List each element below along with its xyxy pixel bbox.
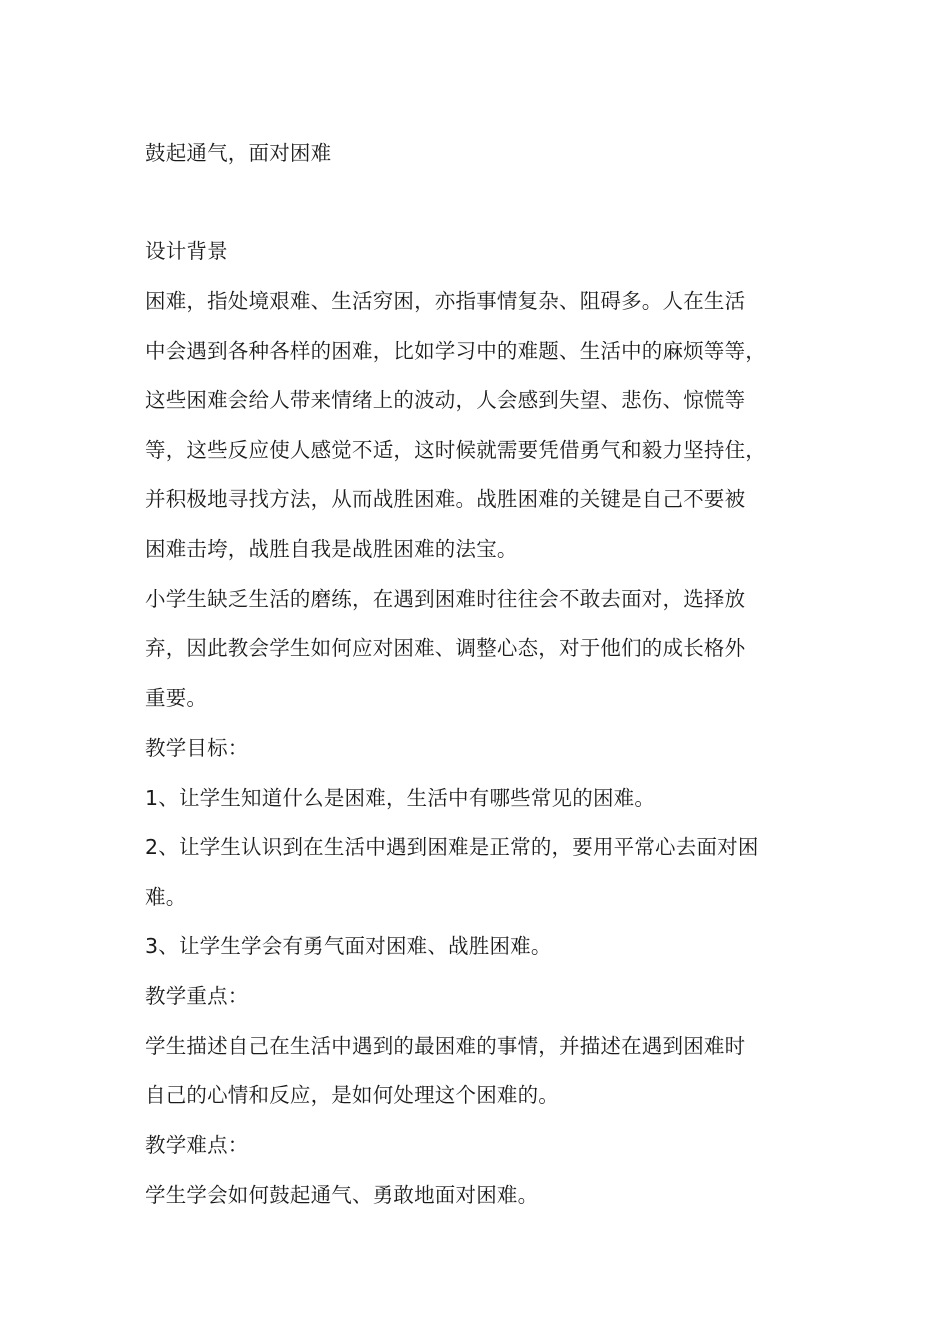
key-points-line1: 学生描述自己在生活中遇到的最困难的事情，并描述在遇到困难时 <box>145 1034 746 1058</box>
background-p1-line2: 中会遇到各种各样的困难，比如学习中的难题、生活中的麻烦等等， <box>145 339 766 363</box>
section-heading-goals: 教学目标： <box>145 736 249 760</box>
background-p1-line4: 等，这些反应使人感觉不适，这时候就需要凭借勇气和毅力坚持住， <box>145 438 766 462</box>
background-p1-line3: 这些困难会给人带来情绪上的波动，人会感到失望、悲伤、惊慌等 <box>145 388 746 412</box>
background-p1-line5: 并积极地寻找方法，从而战胜困难。战胜困难的关键是自己不要被 <box>145 487 746 511</box>
background-p2-line2: 弃，因此教会学生如何应对困难、调整心态，对于他们的成长格外 <box>145 636 746 660</box>
goal-item-2-line2: 难。 <box>145 885 187 909</box>
key-points-line2: 自己的心情和反应，是如何处理这个困难的。 <box>145 1083 559 1107</box>
background-p2-line3: 重要。 <box>145 686 208 710</box>
background-p2-line1: 小学生缺乏生活的磨练，在遇到困难时往往会不敢去面对，选择放 <box>145 587 746 611</box>
difficulties-line1: 学生学会如何鼓起通气、勇敢地面对困难。 <box>145 1183 539 1207</box>
section-heading-background: 设计背景 <box>145 239 228 263</box>
section-heading-difficulties: 教学难点： <box>145 1133 249 1157</box>
goal-item-1: 1、让学生知道什么是困难，生活中有哪些常见的困难。 <box>145 786 656 810</box>
document-title: 鼓起通气，面对困难 <box>145 141 332 165</box>
section-heading-key-points: 教学重点： <box>145 984 249 1008</box>
goal-item-2-line1: 2、让学生认识到在生活中遇到困难是正常的，要用平常心去面对困 <box>145 835 759 859</box>
goal-item-3: 3、让学生学会有勇气面对困难、战胜困难。 <box>145 934 552 958</box>
background-p1-line1: 困难，指处境艰难、生活穷困，亦指事情复杂、阻碍多。人在生活 <box>145 289 746 313</box>
background-p1-line6: 困难击垮，战胜自我是战胜困难的法宝。 <box>145 537 518 561</box>
